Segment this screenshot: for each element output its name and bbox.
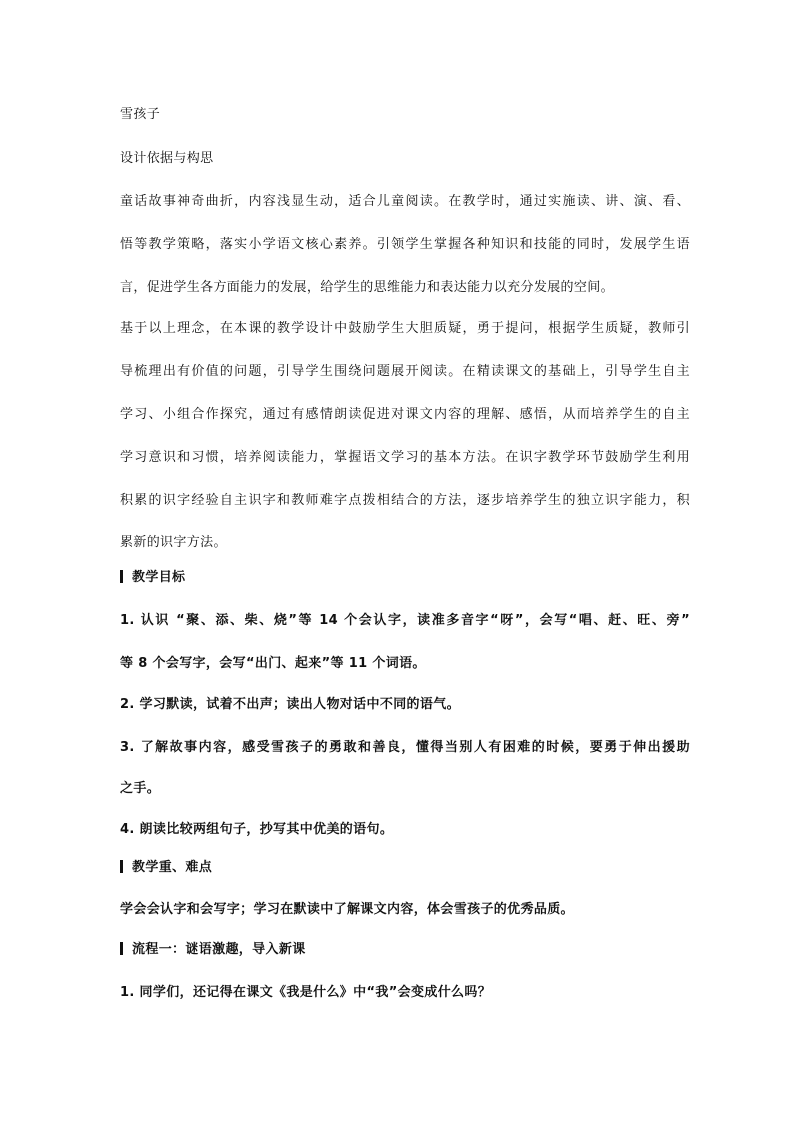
process-heading-text: 流程一：谜语激趣，导入新课 bbox=[132, 942, 306, 957]
paragraph2-line: 导梳理出有价值的问题，引导学生围绕问题展开阅读。在精读课文的基础上，引导学生自主 bbox=[120, 364, 690, 379]
section-marker-bar bbox=[120, 942, 123, 955]
paragraph2-line: 学习、小组合作探究，通过有感情朗读促进对课文内容的理解、感悟，从而培养学生的自主 bbox=[120, 407, 690, 422]
goal-item: 之手。 bbox=[120, 781, 161, 796]
design-heading: 设计依据与构思 bbox=[120, 151, 214, 166]
goal-item: 3. 了解故事内容，感受雪孩子的勇敢和善良，懂得当别人有困难的时候，要勇于伸出援助 bbox=[120, 740, 690, 755]
goal-item: 等 8 个会写字，会写“出门、起来”等 11 个词语。 bbox=[120, 656, 426, 671]
paragraph2-line: 学习意识和习惯，培养阅读能力，掌握语文学习的基本方法。在识字教学环节鼓励学生利用 bbox=[120, 450, 690, 465]
document-page bbox=[120, 0, 690, 1123]
paragraph1-line: 言，促进学生各方面能力的发展，给学生的思维能力和表达能力以充分发展的空间。 bbox=[120, 280, 614, 295]
goal-item: 4. 朗读比较两组句子，抄写其中优美的语句。 bbox=[120, 822, 394, 837]
process-item: 1. 同学们，还记得在课文《我是什么》中“我”会变成什么吗？ bbox=[120, 985, 492, 1000]
goal-item: 1. 认识 “聚、添、柴、烧”等 14 个会认字，读准多音字“呀”，会写“唱、赶、旺、旁” bbox=[120, 613, 690, 628]
paragraph1-line: 童话故事神奇曲折，内容浅显生动，适合儿童阅读。在教学时，通过实施读、讲、演、看、 bbox=[120, 194, 690, 209]
key-text: 学会会认字和会写字；学习在默读中了解课文内容，体会雪孩子的优秀品质。 bbox=[120, 902, 574, 917]
section-marker-bar bbox=[120, 570, 123, 583]
section-marker-bar bbox=[120, 860, 123, 873]
document-title: 雪孩子 bbox=[120, 107, 161, 122]
goals-heading-text: 教学目标 bbox=[132, 570, 186, 585]
paragraph1-line: 悟等教学策略，落实小学语文核心素养。引领学生掌握各种知识和技能的同时，发展学生语 bbox=[120, 237, 690, 252]
paragraph2-line: 积累的识字经验自主识字和教师难字点拨相结合的方法，逐步培养学生的独立识字能力，积 bbox=[120, 493, 690, 508]
process-heading bbox=[120, 941, 690, 959]
goal-item: 2. 学习默读，试着不出声；读出人物对话中不同的语气。 bbox=[120, 697, 460, 712]
paragraph2-line: 累新的识字方法。 bbox=[120, 535, 227, 550]
paragraph2-line: 基于以上理念，在本课的教学设计中鼓励学生大胆质疑，勇于提问，根据学生质疑，教师引 bbox=[120, 321, 690, 336]
key-heading bbox=[120, 859, 690, 877]
key-heading-text: 教学重、难点 bbox=[132, 860, 213, 875]
goals-heading bbox=[120, 569, 690, 587]
